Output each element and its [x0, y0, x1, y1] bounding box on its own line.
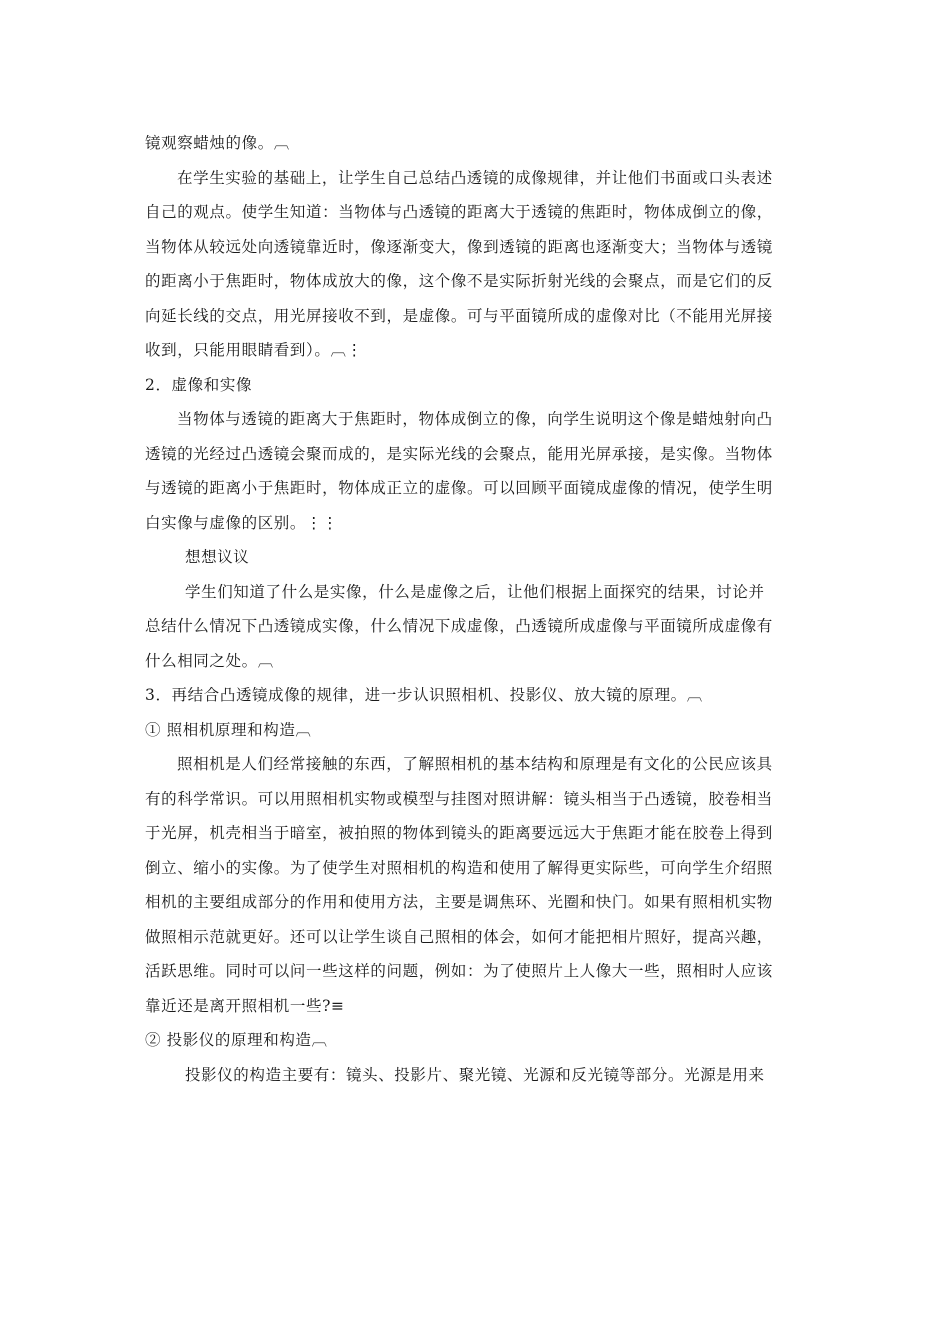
text-line: 倒立、缩小的实像。为了使学生对照相机的构造和使用了解得更实际些，可向学生介绍照 [145, 858, 773, 877]
text-line: 什么相同之处。︹ [145, 651, 274, 670]
paragraph-line: 当物体与透镜的距离大于焦距时，物体成倒立的像，向学生说明这个像是蜡烛射向凸 [177, 410, 773, 428]
paragraph-line: 照相机是人们经常接触的东西，了解照相机的基本结构和原理是有文化的公民应该具 [177, 755, 773, 773]
text-line: 总结什么情况下凸透镜成实像，什么情况下成虚像，凸透镜所成虚像与平面镜所成虚像有 [145, 617, 773, 635]
text-line: 靠近还是离开照相机一些?≡ [145, 996, 345, 1015]
text-line: 活跃思维。同时可以问一些这样的问题，例如：为了使照片上人像大一些，照相时人应该 [145, 962, 773, 980]
document-page [145, 126, 807, 1092]
subheading: 想想议议 [185, 548, 250, 566]
section-heading: 2．虚像和实像 [145, 375, 253, 394]
text-line: 相机的主要组成部分的作用和使用方法，主要是调焦环、光圈和快门。如果有照相机实物 [145, 893, 773, 911]
text-line: 白实像与虚像的区别。⋮⋮ [145, 513, 339, 532]
paragraph-line: 投影仪的构造主要有：镜头、投影片、聚光镜、光源和反光镜等部分。光源是用来 [185, 1065, 765, 1084]
text-line: 当物体从较远处向透镜靠近时，像逐渐变大，像到透镜的距离也逐渐变大；当物体与透镜 [145, 237, 773, 256]
text-line: 收到，只能用眼睛看到）。︹⋮ [145, 341, 363, 359]
text-line: 的距离小于焦距时，物体成放大的像，这个像不是实际折射光线的会聚点，而是它们的反 [145, 272, 773, 290]
paragraph-line: 学生们知道了什么是实像，什么是虚像之后，让他们根据上面探究的结果，讨论并 [185, 582, 765, 601]
subsection-heading: ② 投影仪的原理和构造︹ [145, 1031, 328, 1049]
subsection-heading: ① 照相机原理和构造︹ [145, 720, 312, 739]
text-line: 有的科学常识。可以用照相机实物或模型与挂图对照讲解：镜头相当于凸透镜，胶卷相当 [145, 789, 773, 808]
text-line: 与透镜的距离小于焦距时，物体成正立的虚像。可以回顾平面镜成虚像的情况，使学生明 [145, 479, 773, 497]
text-line: 透镜的光经过凸透镜会聚而成的，是实际光线的会聚点，能用光屏承接，是实像。当物体 [145, 444, 773, 463]
paragraph-line: 在学生实验的基础上，让学生自己总结凸透镜的成像规律，并让他们书面或口头表述 [177, 168, 773, 187]
text-line: 向延长线的交点，用光屏接收不到，是虚像。可与平面镜所成的虚像对比（不能用光屏接 [145, 306, 773, 325]
text-line: 自己的观点。使学生知道：当物体与凸透镜的距离大于透镜的焦距时，物体成倒立的像， [145, 203, 773, 221]
text-line: 镜观察蜡烛的像。︹ [145, 134, 290, 152]
section-heading: 3．再结合凸透镜成像的规律，进一步认识照相机、投影仪、放大镜的原理。︹ [145, 686, 703, 704]
text-line: 于光屏，机壳相当于暗室，被拍照的物体到镜头的距离要远远大于焦距才能在胶卷上得到 [145, 824, 773, 842]
text-line: 做照相示范就更好。还可以让学生谈自己照相的体会，如何才能把相片照好，提高兴趣， [145, 927, 773, 946]
